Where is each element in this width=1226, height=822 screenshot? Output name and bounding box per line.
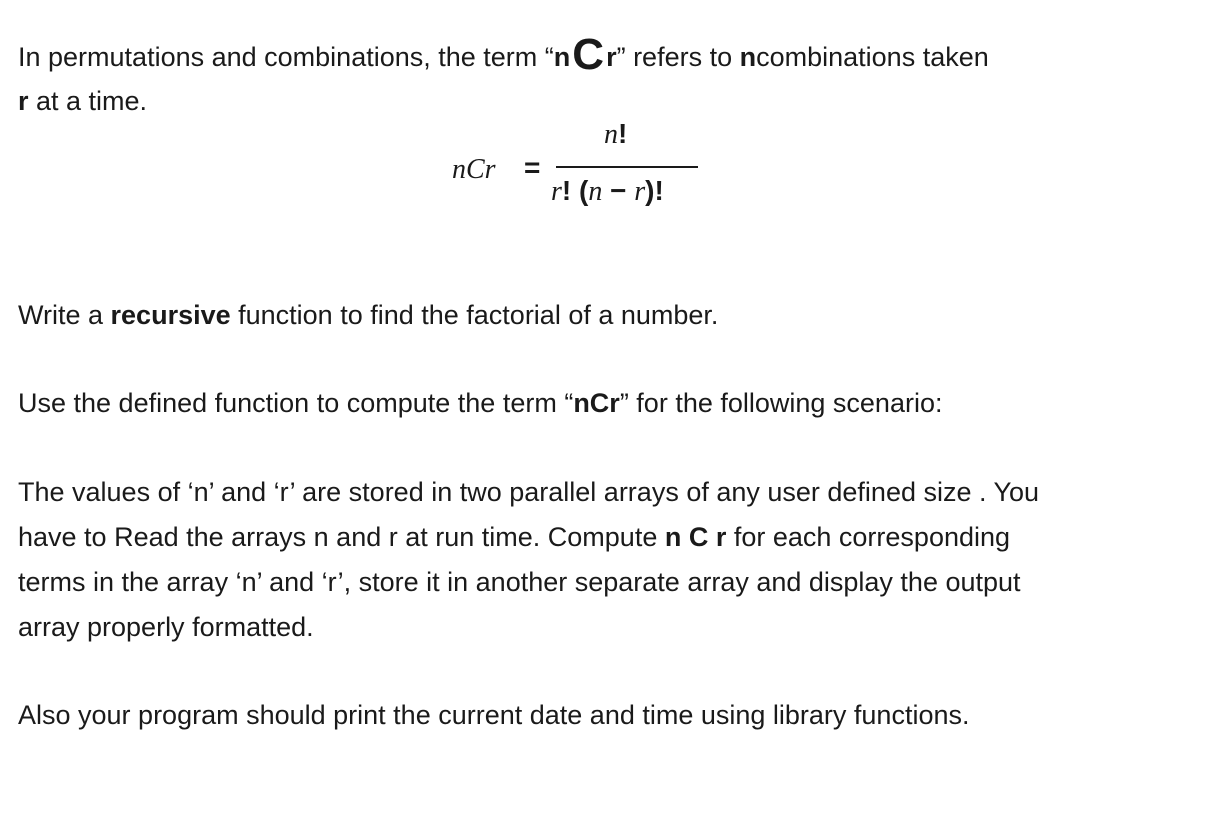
den-r2: r: [634, 176, 646, 207]
intro-text: In permutations and combinations, the term “: [18, 42, 554, 72]
r-bold: r: [18, 86, 29, 116]
scenario-text: have to Read the arrays n and r at run time. Compute: [18, 522, 665, 552]
den-close: )!: [645, 175, 664, 206]
formula-lhs: nCr: [452, 154, 496, 185]
formula-numerator: [604, 118, 627, 151]
scenario-line-4: array properly formatted.: [18, 612, 314, 642]
intro-text: combinations taken: [756, 42, 989, 72]
recursive-paragraph: [18, 302, 718, 329]
den-open: (: [571, 175, 589, 206]
n-bold: n: [739, 42, 757, 72]
intro-text: at a time.: [28, 86, 148, 116]
intro-line-1: [18, 30, 989, 79]
usefn-text: Use the defined function to compute the term “: [18, 388, 574, 418]
usefn-text: ” for the following scenario:: [619, 388, 943, 418]
formula-denominator: [551, 175, 664, 208]
den-n: n: [588, 176, 603, 207]
usefn-paragraph: [18, 390, 942, 417]
intro-line-2: [18, 88, 147, 115]
fraction-bar: [556, 166, 698, 168]
recursive-text: function to find the factorial of a number.: [230, 300, 719, 330]
recursive-text: Write a: [18, 300, 111, 330]
formula-equals: =: [524, 152, 541, 183]
scenario-text: for each corresponding: [726, 522, 1011, 552]
numerator-bang: !: [618, 118, 628, 149]
den-bang: !: [561, 175, 572, 206]
ncr-bold: nCr: [573, 388, 620, 418]
r-symbol: r: [606, 42, 617, 72]
scenario-line-3: terms in the array ‘n’ and ‘r’, store it in another separate array and display the output: [18, 567, 1021, 597]
n-symbol: n: [553, 42, 571, 72]
numerator-var: n: [604, 119, 618, 150]
datetime-paragraph: Also your program should print the current date and time using library functions.: [18, 700, 970, 730]
den-minus: −: [602, 175, 635, 206]
ncr-bold: n C r: [664, 522, 727, 552]
recursive-bold: recursive: [110, 300, 231, 330]
scenario-line-2: [18, 524, 1010, 551]
scenario-line-1: The values of ‘n’ and ‘r’ are stored in two parallel arrays of any user defined size . You: [18, 477, 1040, 507]
c-symbol: C: [572, 30, 605, 79]
intro-text: ” refers to: [616, 42, 740, 72]
den-r: r: [551, 176, 562, 207]
